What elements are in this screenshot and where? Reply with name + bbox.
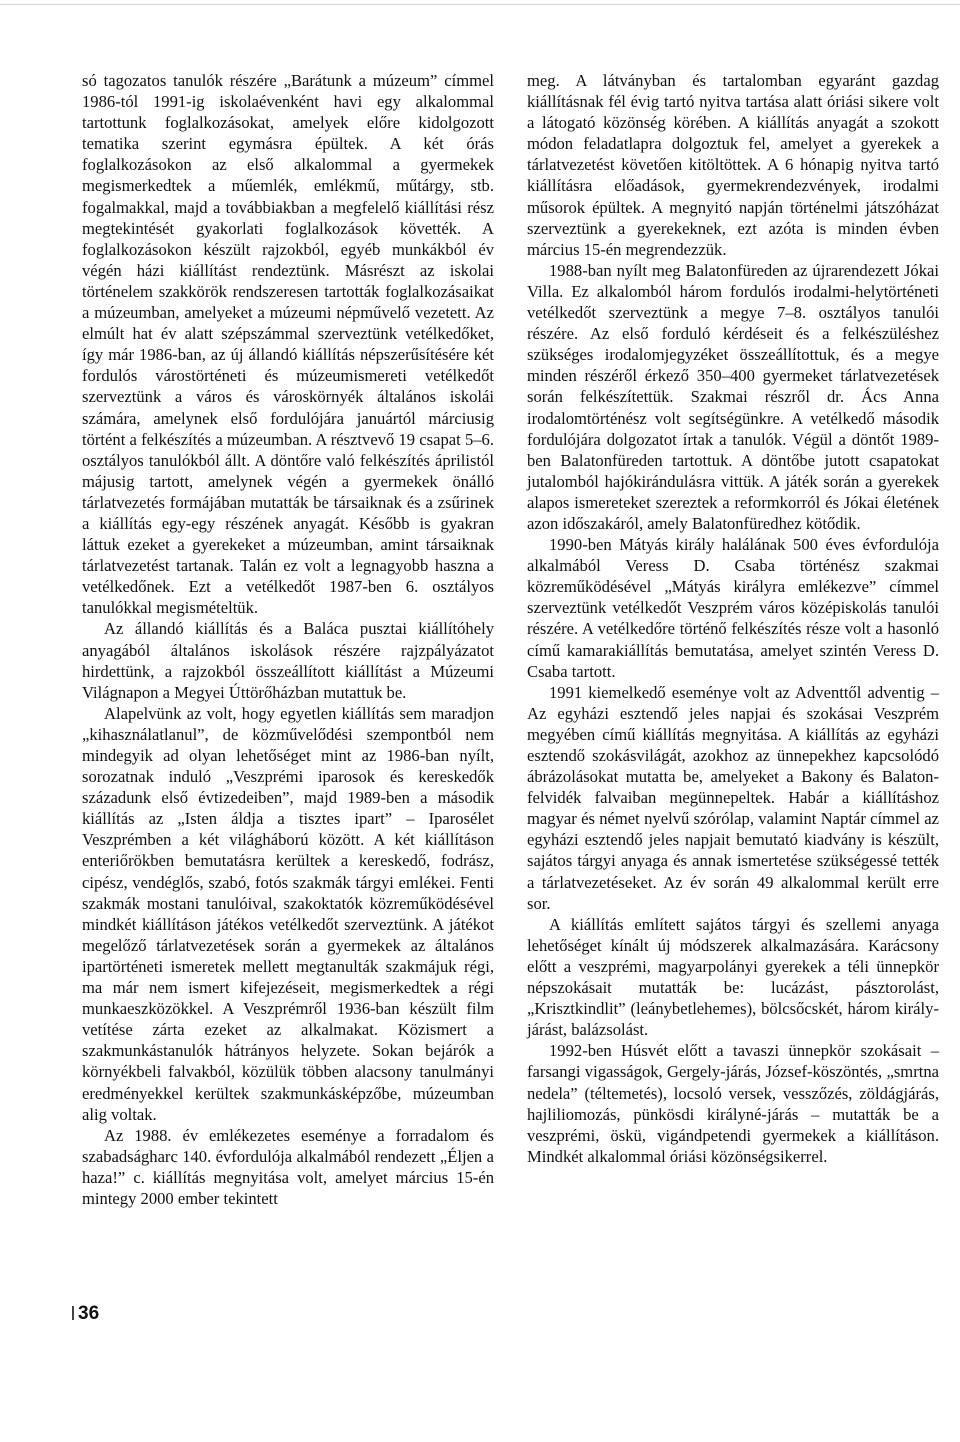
right-text-column xyxy=(527,70,939,1167)
paragraph: meg. A látványban és tartalomban egyaránt gazdag kiállításnak fél évig tartó nyitva tartása alatt óriási sikere volt a látogató közönség körében. A kiállítás anyagát a szokott módon feladatlapra dolgoztuk fel, amelyet a gyerekek a tárlatvezetést követően kitöltöttek. A 6 hónapig nyitva tartó kiállításra előadások, gyermekrendezvények, irodalmi műsorok épültek. A megnyitó napján történelmi játszóházat szerveztünk a gyerekeknek, ezt azóta is minden évben március 15-én megrendezzük. xyxy=(527,71,939,259)
page-number-value: 36 xyxy=(78,1303,100,1324)
paragraph: 1990-ben Mátyás király halálának 500 éves évfordulója alkalmából Veress D. Csaba történész szakmai közreműködésével „Mátyás királyra emlékezve” címmel szerveztünk vetélkedőt Veszprém város középiskolás tanulói részére. A vetélkedőre történő felkészítés része volt a hasonló című kamarakiállítás bemutatása, amelyet szintén Veress D. Csaba tartott. xyxy=(527,535,939,681)
paragraph: Alapelvünk az volt, hogy egyetlen kiállítás sem maradjon „kihasználatlanul”, de közművelődési szempontból nem mindegyik ad olyan lehetőséget mint az 1986-ban nyílt, sorozatnak induló „Veszprémi iparosok és kereskedők századunk első évtizedeiben”, majd 1989-ben a második kiállítás az „Isten áldja a tisztes ipart” – Iparosélet Veszprémben a két világháború között. A két kiállításon enteriőrökben bemutatásra kerültek a kereskedő, fodrász, cipész, vendéglős, szabó, fotós szakmák tárgyi emlékei. Fenti szakmák mostani tanulóival, szakoktatók közreműködésével mindkét kiállításon játékos vetélkedőt szerveztünk. A játékot megelőző tárlatvezetések során a gyermekek az általános ipartörténeti ismeretek mellett megtanulták szakmájuk régi, ma már nem ismert kifejezéseit, megismerkedtek a régi munkaeszközökkel. A Veszprémről 1936-ban készült film vetítése zárta ezeket az alkalmakat. Közismert a szakmunkástanulók hátrányos helyzete. Sokan bejárók a környékbeli falvakból, közülük többen alacsony tanulmányi eredményekkel kerültek szakmunkásképzőbe, múzeumban alig voltak. xyxy=(82,703,494,1124)
paragraph: 1992-ben Húsvét előtt a tavaszi ünnepkör szokásait – farsangi vigasságok, Gergely-járás, József-köszöntés, „smrtna nedela” (téltemetés), locsoló versek, vesszőzés, zöldágjárás, hajliliomozás, pünkösdi királyné-járás – mutatták be a veszprémi, öskü, vigándpetendi gyermekek a kiállításon. Mindkét alkalommal óriási közönségsikerrel. xyxy=(527,1041,939,1166)
left-text-column xyxy=(82,70,494,1209)
margin-mark xyxy=(72,1306,74,1320)
paragraph: A kiállítás említett sajátos tárgyi és szellemi anyaga lehetőséget kínált új módszerek alkalmazására. Karácsony előtt a veszprémi, magyarpolányi gyerekek a téli ünnepkör népszokásait mutatták be: lucázást, pásztorolást, „Krisztkindlit” (leánybetlehemes), bölcsőcskét, három király-járást, balázsolást. xyxy=(527,914,939,1040)
page-number xyxy=(72,1303,99,1325)
scan-edge-line xyxy=(0,4,960,8)
paragraph: Az állandó kiállítás és a Baláca pusztai kiállítóhely anyagából általános iskolások részére rajzpályázatot hirdettünk, a rajzokból összeállított kiállítást a Múzeumi Világnapon a Megyei Úttörőházban mutattuk be. xyxy=(82,619,494,702)
paragraph: Az 1988. év emlékezetes eseménye a forradalom és szabadságharc 140. évfordulója alkalmából rendezett „Éljen a haza!” c. kiállítás megnyitása volt, amelyet március 15-én mintegy 2000 ember tekintett xyxy=(82,1125,494,1208)
paragraph: 1988-ban nyílt meg Balatonfüreden az újrarendezett Jókai Villa. Ez alkalomból három fordulós irodalmi-helytörténeti vetélkedőt szerveztünk a megye 7–8. osztályos tanulói részére. Az első forduló kérdéseit és a felkészüléshez szükséges irodalomjegyzéket összeállítottuk, és a megye minden részéről érkező 350–400 gyermeket tárlatvezetések során felkészítettük. Szakmai részről dr. Ács Anna irodalomtörténész volt segítségünkre. A vetélkedő második fordulójára dolgozatot írtak a tanulók. Végül a döntőt 1989-ben Balatonfüreden tartottuk. A döntőbe jutott csapatokat jutalomból hajókirándulásra vittük. A játék során a gyerekek alapos ismereteket szereztek a reformkorról és Jókai életének azon időszakáról, amely Balatonfüredhez kötődik. xyxy=(527,260,939,533)
paragraph: 1991 kiemelkedő eseménye volt az Adventtől adventig – Az egyházi esztendő jeles napjai és szokásai Veszprém megyében című kiállítás megnyitása. A kiállítás az egyházi esztendő szokásvilágát, azokhoz az ünnepekhez kapcsolódó ábrázolásokat mutatta be, amelyeket a Bakony és Balaton-felvidék falvaiban megünnepeltek. Habár a kiállításhoz magyar és német nyelvű szórólap, valamint Naptár címmel az egyházi esztendő jeles napjait bemutató kiadvány is készült, sajátos tárgyi anyaga és annak ismertetése szükségessé tették a tárlatvezetéseket. Az év során 49 alkalommal került erre sor. xyxy=(527,682,939,913)
paragraph: só tagozatos tanulók részére „Barátunk a múzeum” címmel 1986-tól 1991-ig iskolaévenként havi egy alkalommal tartottunk foglalkozásokat, amelyek előre kidolgozott tematika szerint egymásra épültek. A két órás foglalkozásokon az első alkalommal a gyermekek megismerkedtek a műemlék, emlékmű, műtárgy, stb. fogalmakkal, majd a továbbiakban a megfelelő kiállítási rész megtekintését gyakorlati foglalkozások követték. A foglalkozásokon készült rajzokból, egyéb munkákból év végén házi kiállítást rendeztünk. Másrészt az iskolai történelem szakkörök rendszeresen tartották foglalkozásaikat a múzeumban, amelyeket a múzeumi népművelő vezetett. Az elmúlt hat év alatt szépszámmal szerveztünk vetélkedőket, így már 1986-ban, az új állandó kiállítás népszerűsítésére két fordulós várostörténeti és múzeumismereti vetélkedőt szerveztünk a város és városkörnyék általános iskolái számára, amelynek első fordulójára januártól márciusig történt a felkészítés a múzeumban. A résztvevő 19 csapat 5–6. osztályos tanulókból állt. A döntőre való felkészítés áprilistól májusig tartott, amelynek végén a gyermekek önálló tárlatvezetés formájában mutatták be társaiknak és a zsűrinek a kiállítás egy-egy részének anyagát. Később is gyakran láttuk ezeket a gyerekeket a múzeumban, amint társaiknak tárlatvezetést tartanak. Talán ez volt a legnagyobb haszna a vetélkedőnek. Ezt a vetélkedőt 1987-ben 6. osztályos tanulókkal megismételtük. xyxy=(82,71,494,618)
